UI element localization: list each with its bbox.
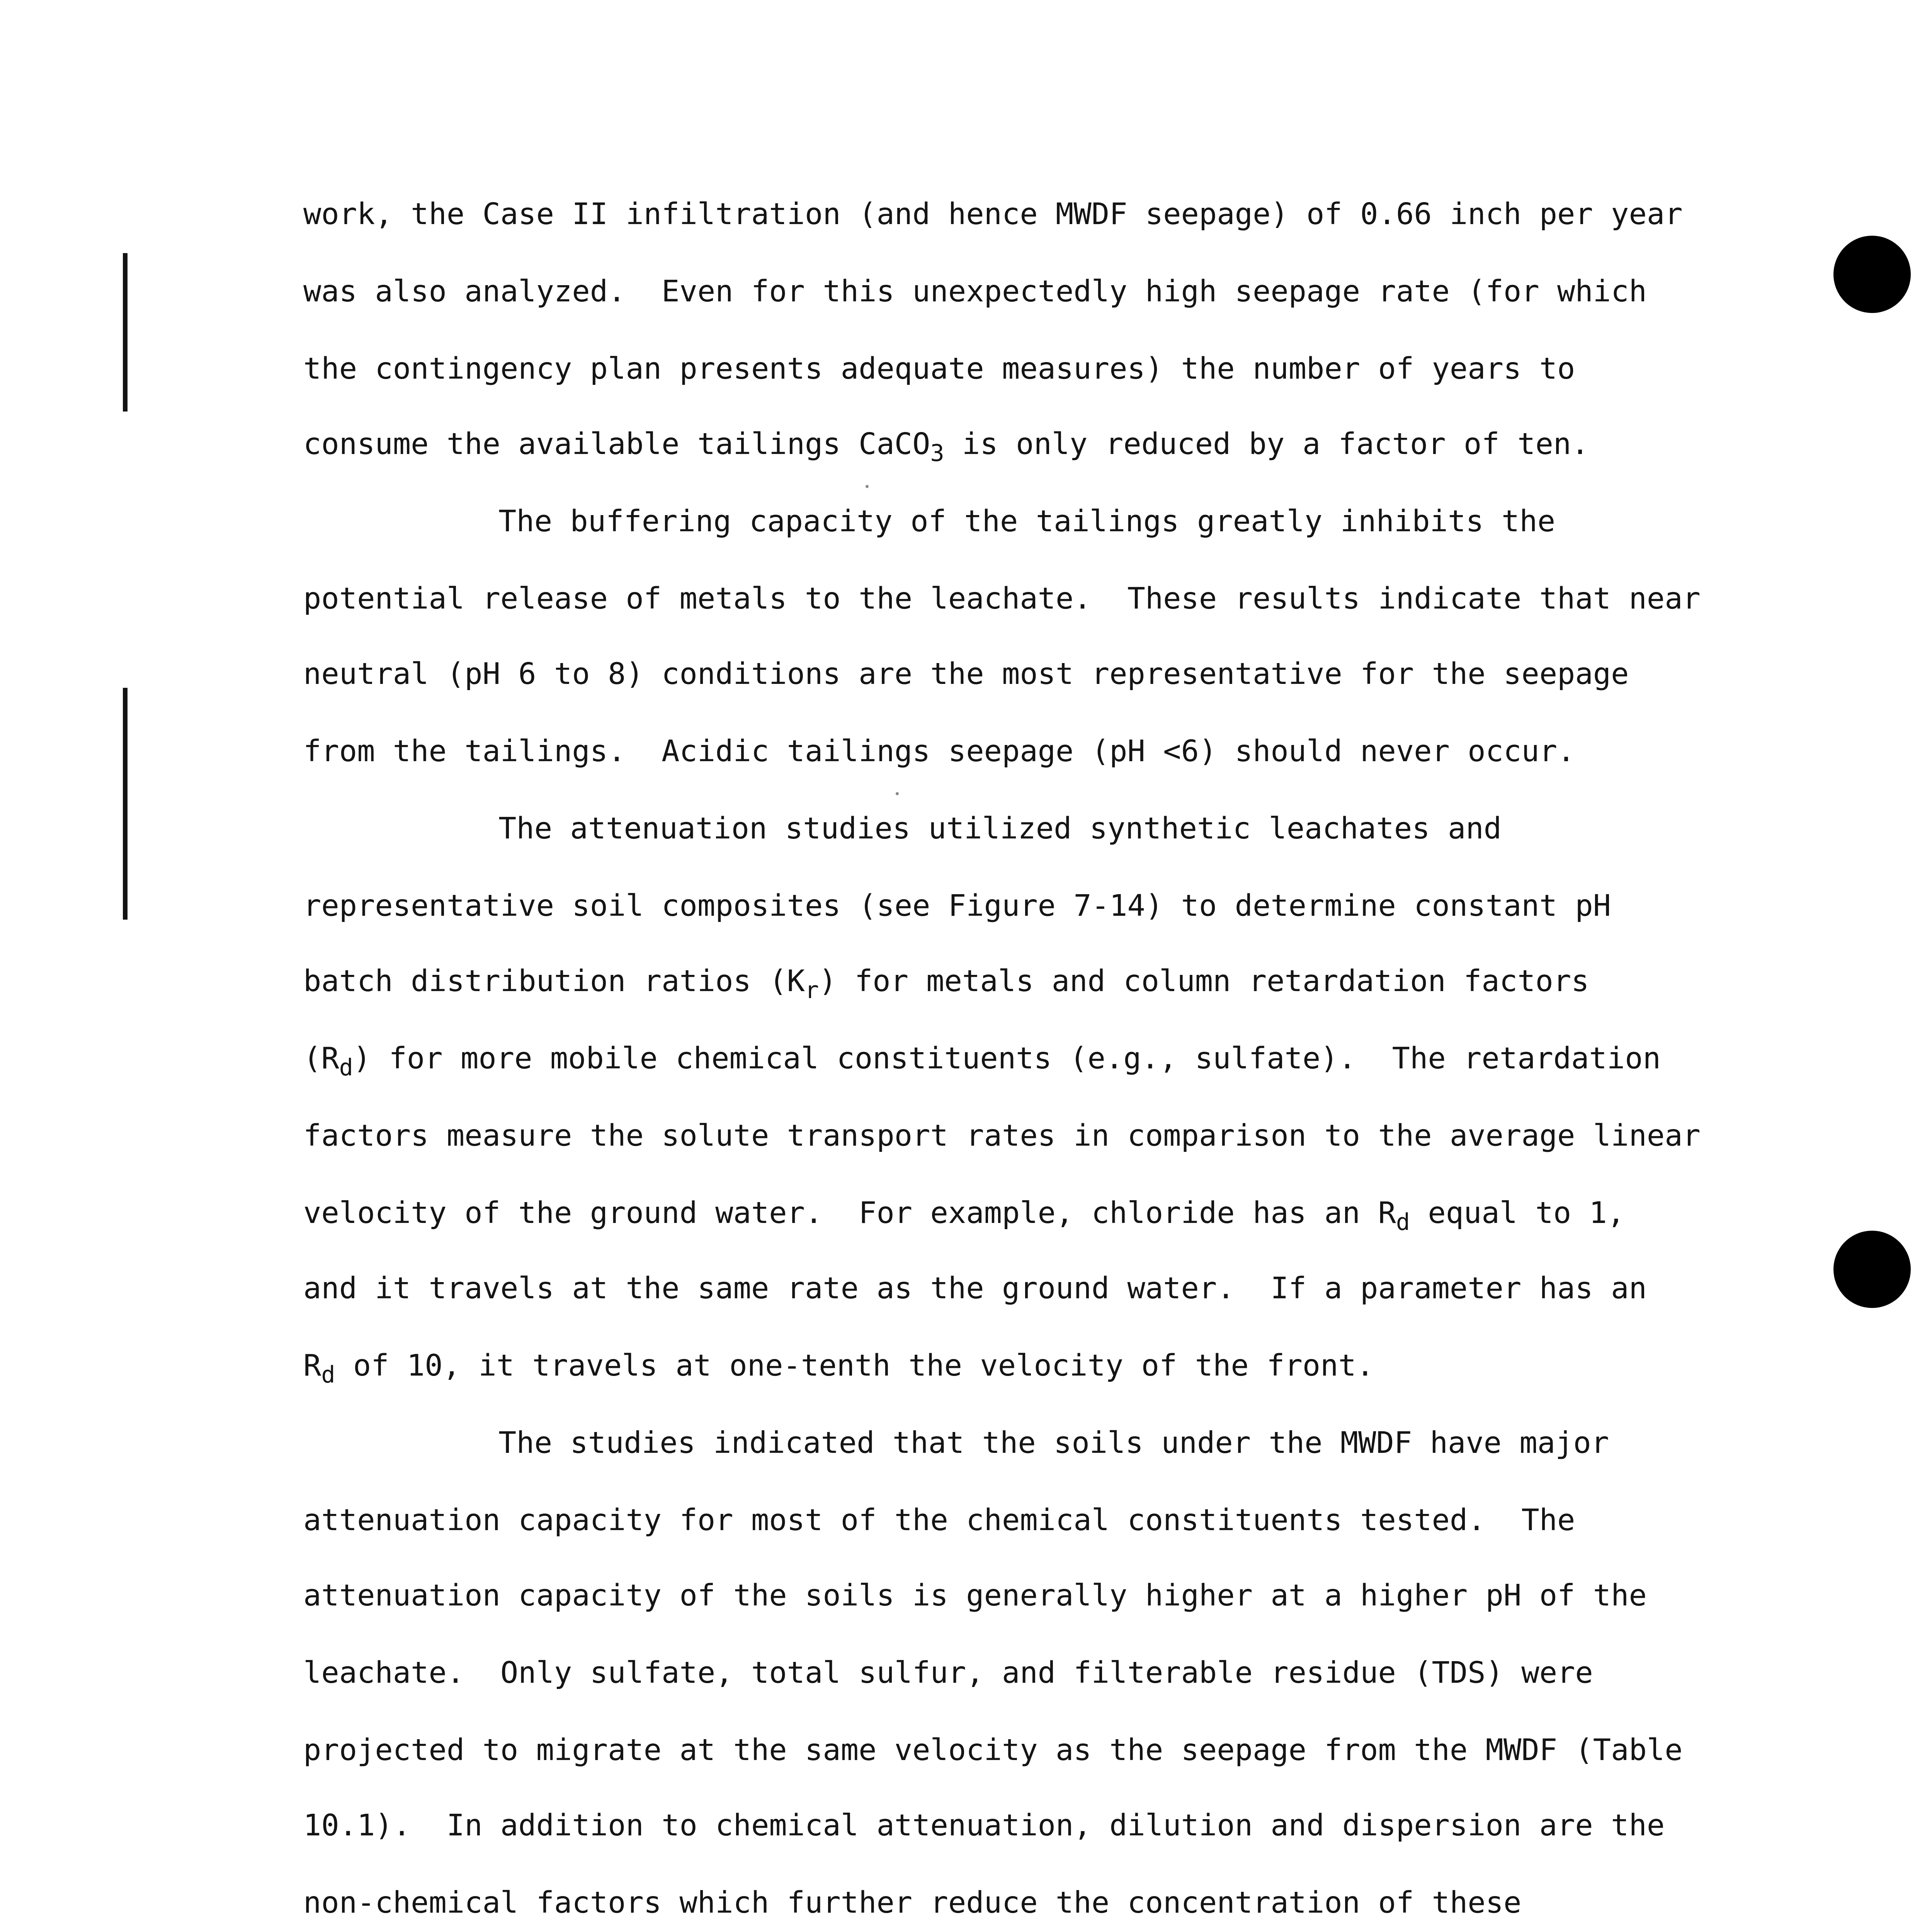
scan-speck: [866, 485, 869, 488]
text-line: potential release of metals to the leachate. These results indicate that near: [303, 582, 1701, 616]
text-line: The attenuation studies utilized synthetic leachates and: [498, 811, 1502, 846]
text-line: batch distribution ratios $(K_r)$ for metals and column retardation factors: [303, 964, 1589, 1004]
text-line: the contingency plan presents adequate measures) the number of years to: [303, 352, 1575, 386]
text-line: work, the Case II infiltration (and hence MWDF seepage) of 0.66 inch per year: [303, 197, 1683, 231]
subscript: 3: [930, 440, 944, 467]
text-line: and it travels at the same rate as the ground water. If a parameter has an: [303, 1271, 1647, 1306]
revision-change-bar: [123, 253, 128, 412]
text-line: $(R_d)$ for more mobile chemical constituents (e.g., sulfate). The retardation: [303, 1041, 1661, 1081]
text-line: attenuation capacity of the soils is generally higher at a higher pH of the: [303, 1578, 1647, 1613]
text-line: neutral (pH 6 to 8) conditions are the most representative for the seepage: [303, 657, 1629, 691]
text-line: non-chemical factors which further reduce the concentration of these: [303, 1886, 1522, 1920]
text-line: leachate. Only sulfate, total sulfur, and filterable residue (TDS) were: [303, 1656, 1593, 1690]
revision-change-bar: [123, 688, 128, 920]
text-line: representative soil composites (see Figure 7-14) to determine constant pH: [303, 889, 1611, 923]
subscript: d: [321, 1361, 335, 1388]
text-line: attenuation capacity for most of the chemical constituents tested. The: [303, 1503, 1575, 1537]
text-line: 10.1). In addition to chemical attenuation, dilution and dispersion are the: [303, 1808, 1665, 1843]
punch-hole: [1833, 1231, 1911, 1308]
punch-hole: [1833, 236, 1911, 313]
subscript: d: [339, 1054, 353, 1081]
text-line: projected to migrate at the same velocity as the seepage from the MWDF (Table: [303, 1733, 1683, 1767]
subscript: r: [805, 977, 819, 1004]
scan-speck: [896, 792, 899, 795]
text-line: was also analyzed. Even for this unexpectedly high seepage rate (for which: [303, 274, 1647, 309]
text-line: factors measure the solute transport rates in comparison to the average linear: [303, 1119, 1701, 1153]
text-line: from the tailings. Acidic tailings seepage (pH <6) should never occur.: [303, 734, 1575, 769]
text-line: velocity of the ground water. For example, chloride has an $R_d$ equal to 1,: [303, 1196, 1625, 1236]
subscript: d: [1396, 1209, 1410, 1236]
text-line: The buffering capacity of the tailings greatly inhibits the: [498, 504, 1556, 539]
text-line: The studies indicated that the soils under the MWDF have major: [498, 1426, 1609, 1460]
text-line: consume the available tailings CaCO$_3$ is only reduced by a factor of ten.: [303, 427, 1589, 467]
text-line: $R_d$ of 10, it travels at one-tenth the velocity of the front.: [303, 1349, 1374, 1388]
